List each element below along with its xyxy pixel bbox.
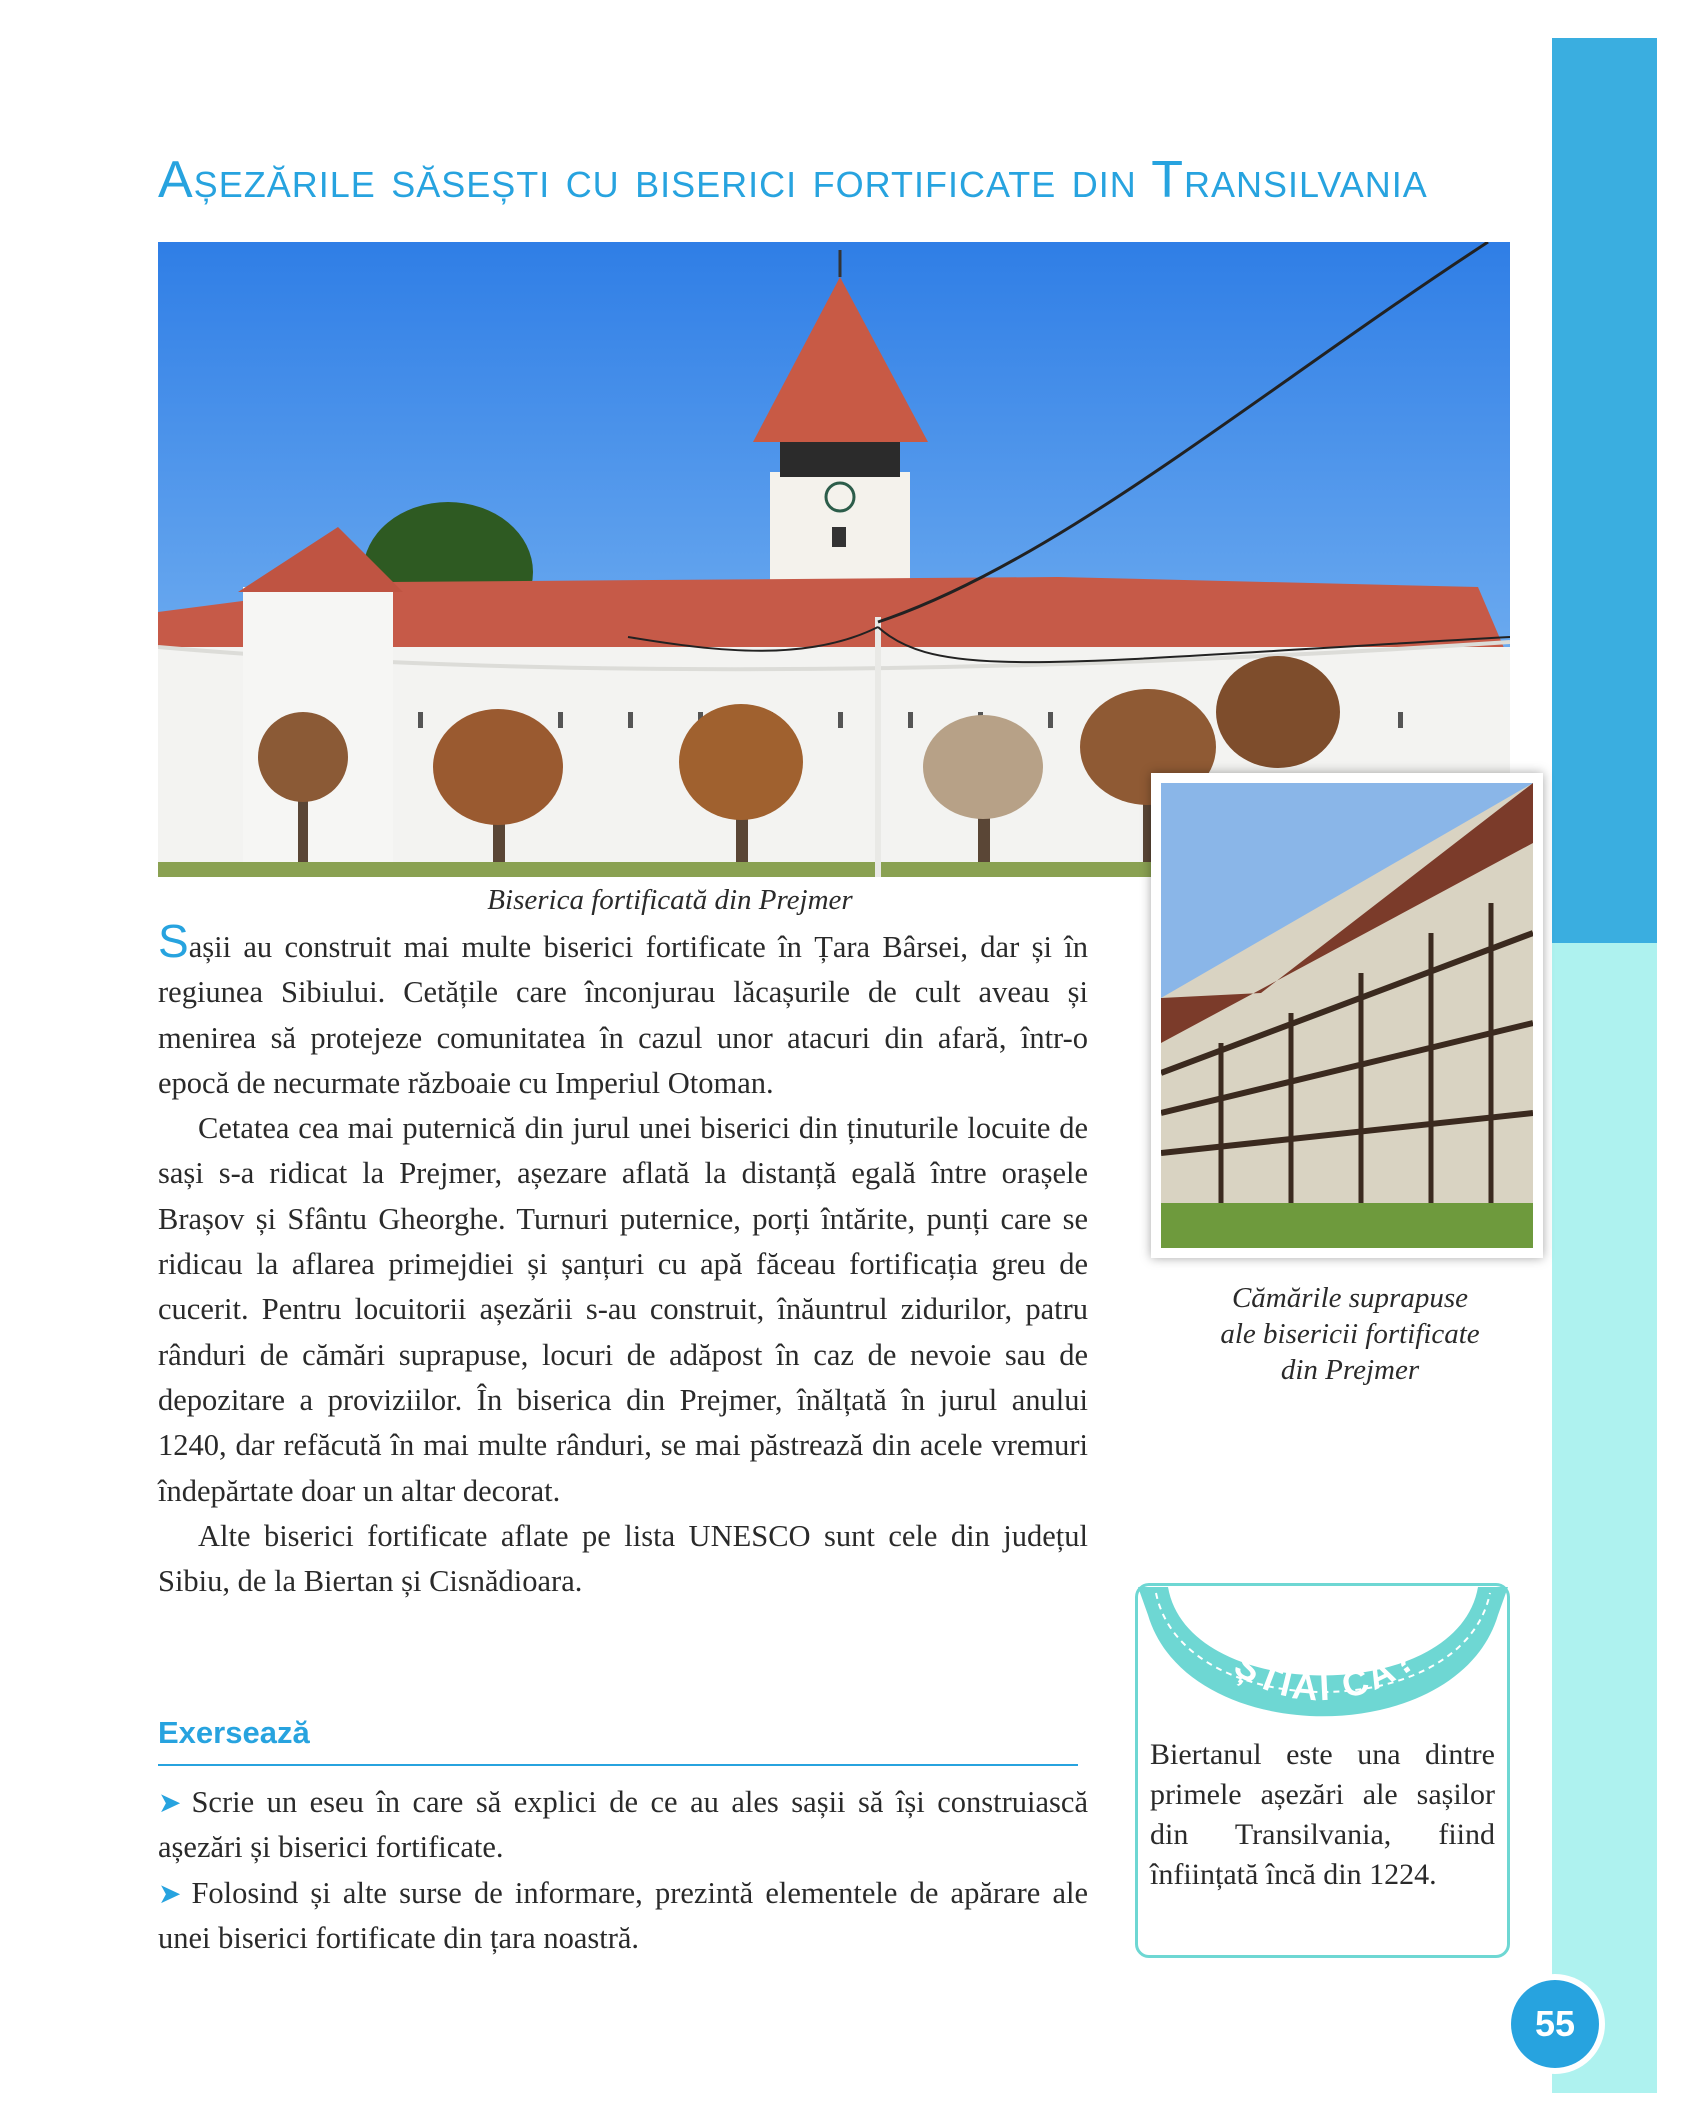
exercise-divider: [158, 1764, 1078, 1766]
side-caption-line: ale bisericii fortificate: [1220, 1318, 1480, 1350]
main-photo-caption: Biserica fortificată din Prejmer: [487, 884, 853, 916]
side-band-blue: [1552, 38, 1657, 943]
paragraph-2: Cetatea cea mai puternică din jurul unei biserici din ținuturile locuite de sași s-a ridicat la Prejmer, așezare aflată la distanță egală între orașele Brașov și Sfântu Gheorghe. Turnuri puternice, porți întărite, punți care se ridicau la aflarea primejdiei și șanțuri cu apă făceau fortificația greu de cucerit. Pentru locuitorii așezării s-au construit, înăuntrul zidurilor, patru rânduri de cămări suprapuse, locuri de adăpost în caz de nevoie sau de depozitare a proviziilor. În biserica din Prejmer, înălțată în jurul anului 1240, dar refăcută în mai multe rânduri, se mai păstrează din acele vremuri îndepărtate doar un altar decorat.: [158, 1111, 1088, 1508]
body-text: [158, 915, 1088, 1604]
side-caption-line: din Prejmer: [1280, 1354, 1420, 1386]
exercise-item: [158, 1780, 1088, 1871]
did-you-know-header: [1128, 1575, 1518, 1730]
arrow-bullet-icon: ➤: [158, 1786, 182, 1819]
did-you-know-text: Biertanul este una dintre primele așezări ale sașilor din Transilvania, fiind înființată încă din 1224.: [1150, 1738, 1495, 1891]
exercise-item-text: Scrie un eseu în care să explici de ce au ales sașii să își construiască așezări și biserici fortificate.: [158, 1785, 1088, 1865]
side-photo-caption: [1150, 1280, 1550, 1388]
exercise-item: [158, 1871, 1088, 1962]
arrow-bullet-icon: ➤: [158, 1876, 182, 1910]
paragraph-3: Alte biserici fortificate aflate pe lista UNESCO sunt cele din județul Sibiu, de la Biertan și Cisnădioara.: [158, 1518, 1088, 1599]
exercise-list: [158, 1780, 1088, 1961]
photo-storage-rooms: [1151, 773, 1543, 1258]
drop-cap: S: [158, 915, 189, 967]
paragraph-1-text: așii au construit mai multe biserici fortificate în Țara Bârsei, dar și în regiunea Sibiului. Cetățile care înconjurau lăcașurile de cult aveau și menirea să protejeze comunitatea în cazul unor atacuri din afară, într-o epocă de necurmate războaie cu Imperiul Otoman.: [158, 930, 1088, 1100]
page-number: 55: [1511, 1980, 1599, 2068]
exercise-item-text: Folosind și alte surse de informare, prezintă elementele de apărare ale unei biserici fortificate din țara noastră.: [158, 1875, 1088, 1955]
side-band-cyan: [1552, 943, 1657, 2093]
page-title: Așezările săsești cu biserici fortificate din Transilvania: [158, 151, 1428, 209]
side-caption-line: Cămările suprapuse: [1231, 1282, 1469, 1314]
did-you-know-title: ȘTIAI CĂ?: [1227, 1636, 1426, 1709]
exercise-heading: Exersează: [158, 1715, 310, 1750]
paragraph-1: [158, 915, 1088, 1106]
